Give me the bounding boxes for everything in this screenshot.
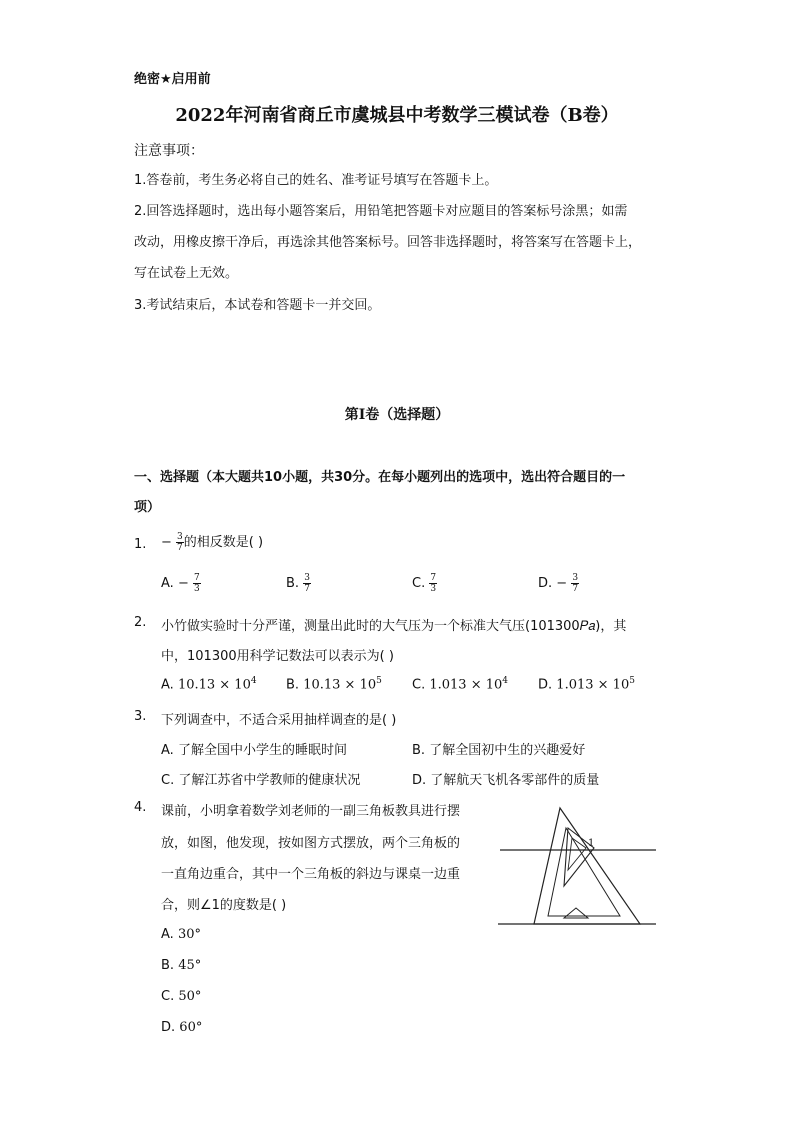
question-1-stem — [161, 531, 263, 553]
fraction-denominator: 7 — [304, 584, 310, 594]
fraction-numerator: 3 — [177, 532, 183, 542]
fraction — [571, 573, 579, 594]
fraction-denominator: 3 — [430, 584, 437, 594]
option-label: A. — [161, 677, 174, 693]
fraction — [303, 573, 311, 594]
page-title: 2022年河南省商丘市虞城县中考数学三模试卷（B卷） — [175, 105, 619, 126]
option-text: 60° — [179, 1020, 203, 1035]
option-c[interactable] — [412, 676, 508, 692]
part-instructions-cont: 项） — [134, 500, 161, 515]
option-b[interactable] — [286, 676, 382, 692]
option-text: 30° — [177, 927, 201, 942]
note-item: 3.考试结束后，本试卷和答题卡一并交回。 — [134, 298, 381, 313]
fraction-numerator: 3 — [304, 573, 310, 583]
option-d[interactable] — [161, 1020, 202, 1035]
exponent: 5 — [376, 676, 382, 686]
fraction — [193, 573, 201, 594]
option-a[interactable] — [161, 739, 347, 758]
notes-heading: 注意事项： — [134, 143, 204, 159]
question-3-stem: 下列调查中，不适合采用抽样调查的是( ) — [161, 713, 397, 728]
fraction-denominator: 7 — [177, 543, 183, 553]
option-label: B. — [161, 958, 175, 973]
option-label: B. — [286, 677, 300, 693]
option-d[interactable] — [538, 676, 635, 692]
fraction — [429, 573, 437, 594]
option-label: C. — [412, 677, 426, 693]
option-text: 45° — [178, 958, 202, 973]
option-label: A. — [161, 743, 174, 758]
option-d[interactable] — [538, 573, 579, 594]
question-1-text: 的相反数是( ) — [183, 535, 264, 550]
fraction-numerator: 7 — [193, 573, 200, 583]
option-text: 了解全国中小学生的睡眠时间 — [177, 743, 347, 758]
question-4-line: 合，则∠1的度数是( ) — [161, 898, 287, 913]
option-text: 了解全国初中生的兴趣爱好 — [429, 743, 586, 758]
option-text: 了解江苏省中学教师的健康状况 — [178, 773, 361, 788]
fraction-numerator: 3 — [572, 573, 579, 583]
option-label: A. — [161, 927, 174, 942]
confidential-label: 绝密★启用前 — [134, 72, 211, 87]
option-c[interactable] — [161, 989, 201, 1004]
exponent: 4 — [502, 676, 509, 686]
exponent: 5 — [629, 676, 635, 686]
option-value: 1.013 × 10 — [429, 677, 503, 693]
minus-sign: − — [161, 535, 172, 550]
question-number: 2. — [134, 615, 147, 630]
question-4-line: 放，如图，他发现，按如图方式摆放，两个三角板的 — [161, 836, 461, 851]
option-b[interactable] — [286, 573, 311, 594]
set-squares-figure — [496, 804, 660, 932]
option-c[interactable] — [161, 769, 360, 788]
option-label: C. — [161, 773, 175, 788]
option-label: D. — [412, 773, 427, 788]
option-text: 50° — [178, 989, 202, 1004]
option-c[interactable] — [412, 573, 437, 594]
option-label: D. — [538, 677, 553, 693]
option-value: 1.013 × 10 — [556, 677, 630, 693]
note-item: 改动，用橡皮擦干净后，再选涂其他答案标号。回答非选择题时，将答案写在答题卡上， — [134, 235, 642, 250]
question-2-line: 小竹做实验时十分严谨，测量出此时的大气压为一个标准大气压(101300𝑃𝑎)，其 — [161, 619, 627, 634]
part-instructions: 一、选择题（本大题共10小题，共30分。在每小题列出的选项中，选出符合题目的一 — [134, 470, 626, 485]
fraction-numerator: 7 — [430, 573, 437, 583]
option-d[interactable] — [412, 769, 599, 788]
question-number: 3. — [134, 709, 147, 724]
note-item: 写在试卷上无效。 — [134, 266, 239, 281]
option-label: B. — [286, 576, 300, 591]
option-a[interactable] — [161, 573, 201, 594]
question-2-line: 中，101300用科学记数法可以表示为( ) — [161, 649, 394, 664]
fraction-denominator: 3 — [193, 584, 200, 594]
option-label: B. — [412, 743, 426, 758]
option-b[interactable] — [161, 958, 201, 973]
option-value: 10.13 × 10 — [303, 677, 377, 693]
exponent: 4 — [250, 676, 257, 686]
option-b[interactable] — [412, 739, 585, 758]
question-number: 1. — [134, 537, 147, 552]
angle-1-label: 1 — [588, 838, 595, 849]
option-label: D. — [538, 576, 553, 591]
fraction-denominator: 7 — [572, 584, 579, 594]
option-label: C. — [161, 989, 175, 1004]
option-value: 10.13 × 10 — [177, 677, 251, 693]
minus-sign: − — [556, 576, 568, 591]
note-item: 2.回答选择题时，选出每小题答案后，用铅笔把答题卡对应题目的答案标号涂黑；如需 — [134, 204, 628, 219]
option-label: A. — [161, 576, 174, 591]
fraction — [176, 532, 184, 553]
note-item: 1.答卷前，考生务必将自己的姓名、准考证号填写在答题卡上。 — [134, 173, 498, 188]
question-number: 4. — [134, 800, 147, 815]
option-a[interactable] — [161, 927, 201, 942]
option-label: C. — [412, 576, 426, 591]
option-a[interactable] — [161, 676, 257, 692]
section-heading: 第I卷（选择题） — [344, 407, 450, 423]
option-text: 了解航天飞机各零部件的质量 — [430, 773, 600, 788]
minus-sign: − — [177, 576, 189, 591]
large-set-square-inner — [548, 828, 620, 916]
option-label: D. — [161, 1020, 176, 1035]
question-4-line: 课前，小明拿着数学刘老师的一副三角板教具进行摆 — [161, 804, 461, 819]
question-4-line: 一直角边重合，其中一个三角板的斜边与课桌一边重 — [161, 867, 461, 882]
